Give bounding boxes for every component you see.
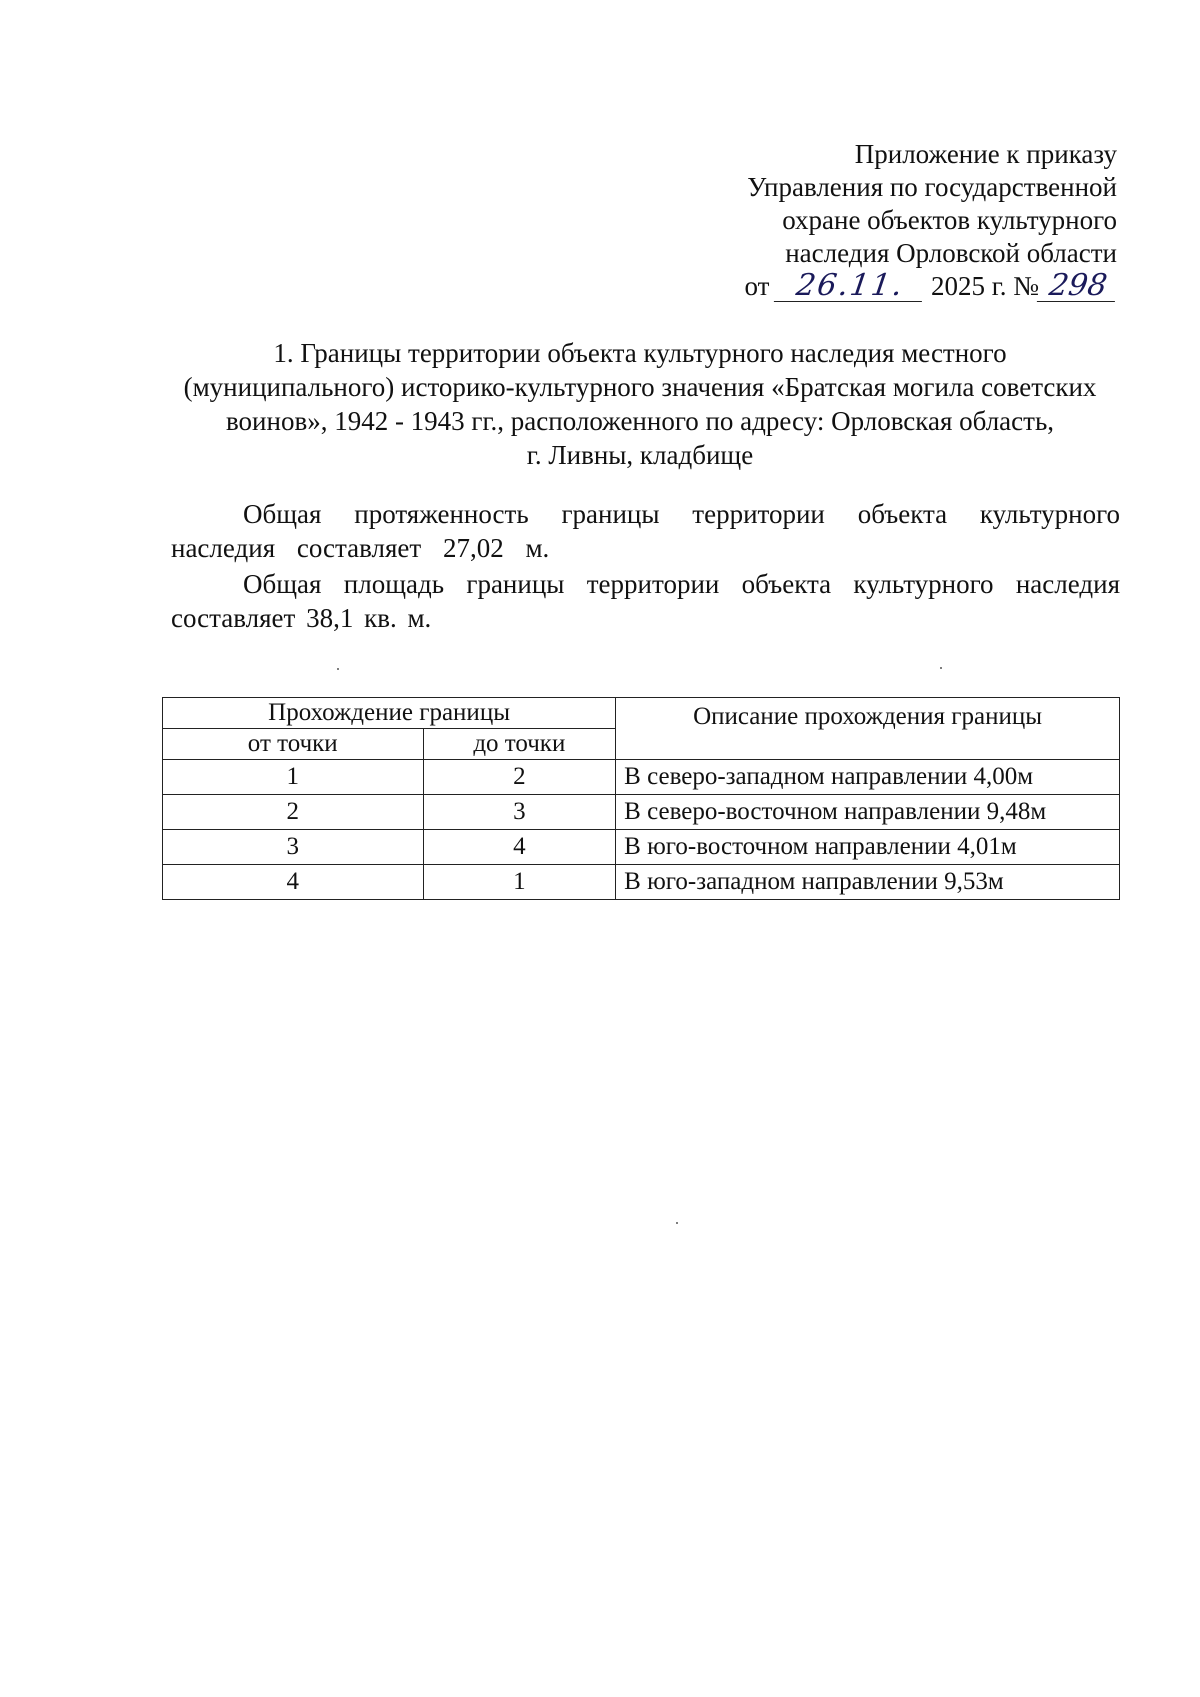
cell-from: 3 xyxy=(163,830,424,865)
scan-speck xyxy=(337,668,339,670)
table-header-row xyxy=(163,698,1120,729)
header-line-1: Приложение к приказу xyxy=(854,139,1117,169)
cell-description: В юго-западном направлении 9,53м xyxy=(616,865,1120,900)
table-row xyxy=(163,760,1120,795)
cell-to: 4 xyxy=(423,830,616,865)
header-line-2: Управления по государственной xyxy=(747,172,1117,202)
table-row xyxy=(163,795,1120,830)
cell-description: В северо-восточном направлении 9,48м xyxy=(616,795,1120,830)
header-to-point: до точки xyxy=(423,729,616,760)
header-from-point: от точки xyxy=(163,729,424,760)
date-prefix: от xyxy=(744,271,770,301)
table-row xyxy=(163,865,1120,900)
body-paragraphs xyxy=(171,497,1120,637)
handwritten-order-number: 298 xyxy=(1037,271,1119,302)
header-boundary-passage: Прохождение границы xyxy=(163,698,616,729)
boundary-area-paragraph: Общая площадь границы территории объекта культурного наследия составляет 38,1 кв. м. xyxy=(171,569,1120,633)
boundary-length-paragraph: Общая протяженность границы территории объекта культурного наследия составляет 27,02 м. xyxy=(171,499,1120,563)
cell-to: 2 xyxy=(423,760,616,795)
cell-from: 4 xyxy=(163,865,424,900)
title-line-4: г. Ливны, кладбище xyxy=(526,440,754,470)
table-row xyxy=(163,830,1120,865)
scan-speck xyxy=(676,1222,678,1224)
boundary-table xyxy=(162,697,1120,900)
cell-description: В северо-западном направлении 4,00м xyxy=(616,760,1120,795)
header-line-3: охране объектов культурного xyxy=(782,205,1117,235)
order-date-line xyxy=(745,270,1118,303)
title-line-1: 1. Границы территории объекта культурного наследия местного xyxy=(273,338,1007,368)
header-description: Описание прохождения границы xyxy=(616,698,1120,760)
scan-speck xyxy=(940,667,942,669)
cell-from: 2 xyxy=(163,795,424,830)
title-line-3: воинов», 1942 - 1943 гг., расположенного по адресу: Орловская область, xyxy=(225,406,1055,436)
title-line-2: (муниципального) историко-культурного значения «Братская могила советских xyxy=(183,372,1097,402)
section-title xyxy=(160,336,1120,472)
cell-to: 3 xyxy=(423,795,616,830)
appendix-header xyxy=(745,138,1118,303)
cell-from: 1 xyxy=(163,760,424,795)
cell-description: В юго-восточном направлении 4,01м xyxy=(616,830,1120,865)
cell-to: 1 xyxy=(423,865,616,900)
year-text: 2025 г. № xyxy=(930,271,1039,301)
handwritten-date: 26.11. xyxy=(774,271,926,302)
header-line-4: наследия Орловской области xyxy=(785,238,1117,268)
